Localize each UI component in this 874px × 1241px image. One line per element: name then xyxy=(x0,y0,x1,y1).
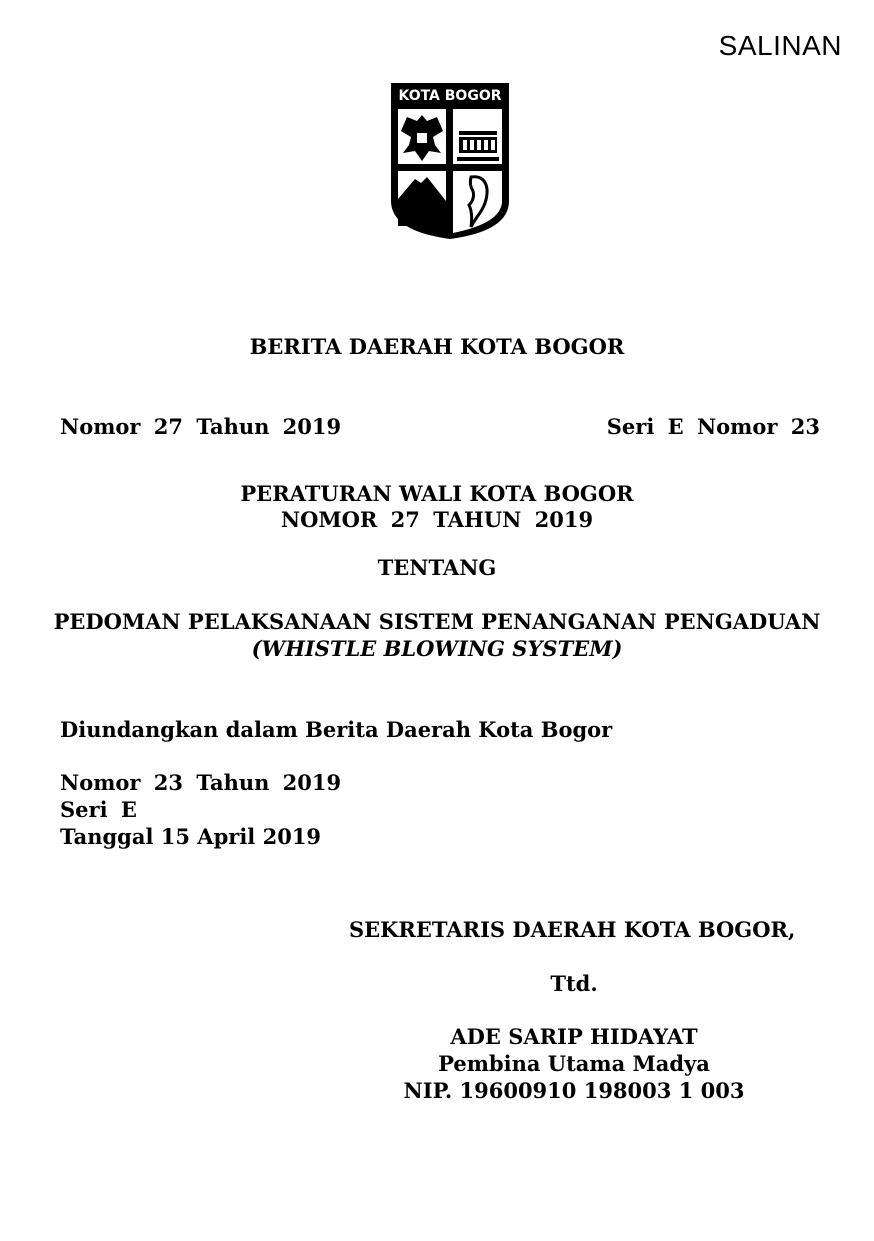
signatory-rank: Pembina Utama Madya xyxy=(438,1051,710,1076)
promulgation-number: Nomor 23 Tahun 2019 xyxy=(60,770,342,795)
salinan-stamp: SALINAN xyxy=(718,30,842,61)
promulgation-heading: Diundangkan dalam Berita Daerah Kota Bogor xyxy=(60,717,613,742)
kota-bogor-coat-of-arms-icon xyxy=(389,81,511,241)
regulation-title: PERATURAN WALI KOTA BOGOR xyxy=(240,481,634,506)
regulation-number: NOMOR 27 TAHUN 2019 xyxy=(280,507,594,532)
emblem-label: KOTA BOGOR xyxy=(398,88,502,104)
gazette-title: BERITA DAERAH KOTA BOGOR xyxy=(249,334,625,359)
promulgation-series: Seri E xyxy=(60,797,137,822)
regulation-subject-italic: (WHISTLE BLOWING SYSTEM) xyxy=(251,636,623,661)
signatory-office: SEKRETARIS DAERAH KOTA BOGOR, xyxy=(349,917,796,942)
signature-mark: Ttd. xyxy=(550,971,598,996)
promulgation-date: Tanggal 15 April 2019 xyxy=(60,824,322,849)
regulation-subject: PEDOMAN PELAKSANAAN SISTEM PENANGANAN PENGADUAN xyxy=(53,609,821,634)
signatory-nip: NIP. 19600910 198003 1 003 xyxy=(403,1078,745,1103)
regulation-about: TENTANG xyxy=(377,555,497,580)
signatory-name: ADE SARIP HIDAYAT xyxy=(450,1024,698,1049)
issue-number: Nomor 27 Tahun 2019 xyxy=(60,414,342,439)
issue-series: Seri E Nomor 23 xyxy=(606,414,820,439)
